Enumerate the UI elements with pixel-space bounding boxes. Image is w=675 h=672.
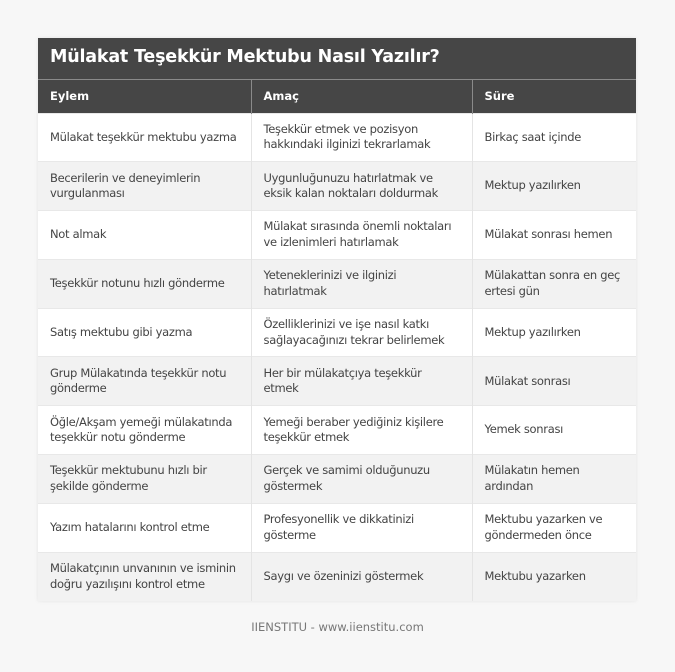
cell-amac: Teşekkür etmek ve pozisyon hakkındaki ilginizi tekrarlamak: [251, 113, 472, 162]
cell-eylem: Satış mektubu gibi yazma: [38, 308, 251, 357]
footer-credit: IIENSTITU - www.iienstitu.com: [251, 620, 424, 634]
cell-amac: Yeteneklerinizi ve ilginizi hatırlatmak: [251, 259, 472, 308]
cell-eylem: Teşekkür notunu hızlı gönderme: [38, 259, 251, 308]
table-row: [38, 552, 636, 601]
table-title: Mülakat Teşekkür Mektubu Nasıl Yazılır?: [38, 38, 636, 80]
cell-sure: Mülakattan sonra en geç ertesi gün: [472, 259, 636, 308]
cell-eylem: Becerilerin ve deneyimlerin vurgulanması: [38, 162, 251, 211]
table-row: [38, 357, 636, 406]
cell-sure: Mektup yazılırken: [472, 162, 636, 211]
header-row: [38, 80, 636, 113]
cell-amac: Uygunluğunuzu hatırlatmak ve eksik kalan noktaları doldurmak: [251, 162, 472, 211]
table-row: [38, 455, 636, 504]
cell-amac: Profesyonellik ve dikkatinizi gösterme: [251, 503, 472, 552]
table-row: [38, 503, 636, 552]
cell-eylem: Yazım hatalarını kontrol etme: [38, 503, 251, 552]
table-row: [38, 259, 636, 308]
table-row: [38, 162, 636, 211]
cell-eylem: Öğle/Akşam yemeği mülakatında teşekkür notu gönderme: [38, 406, 251, 455]
table-row: [38, 211, 636, 260]
cell-sure: Mektubu yazarken ve göndermeden önce: [472, 503, 636, 552]
table-row: [38, 308, 636, 357]
cell-eylem: Not almak: [38, 211, 251, 260]
column-header-sure: Süre: [472, 80, 636, 113]
cell-sure: Mektubu yazarken: [472, 552, 636, 601]
cell-sure: Mülakat sonrası hemen: [472, 211, 636, 260]
cell-amac: Mülakat sırasında önemli noktaları ve izlenimleri hatırlamak: [251, 211, 472, 260]
cell-eylem: Grup Mülakatında teşekkür notu gönderme: [38, 357, 251, 406]
cell-sure: Mülakatın hemen ardından: [472, 455, 636, 504]
cell-sure: Mektup yazılırken: [472, 308, 636, 357]
table-row: [38, 406, 636, 455]
data-table: [38, 80, 636, 601]
cell-amac: Özelliklerinizi ve işe nasıl katkı sağlayacağınızı tekrar belirlemek: [251, 308, 472, 357]
cell-eylem: Teşekkür mektubunu hızlı bir şekilde gönderme: [38, 455, 251, 504]
cell-sure: Birkaç saat içinde: [472, 113, 636, 162]
cell-amac: Gerçek ve samimi olduğunuzu göstermek: [251, 455, 472, 504]
column-header-amac: Amaç: [251, 80, 472, 113]
cell-amac: Saygı ve özeninizi göstermek: [251, 552, 472, 601]
table-row: [38, 113, 636, 162]
cell-amac: Yemeği beraber yediğiniz kişilere teşekkür etmek: [251, 406, 472, 455]
cell-amac: Her bir mülakatçıya teşekkür etmek: [251, 357, 472, 406]
cell-sure: Yemek sonrası: [472, 406, 636, 455]
table-card: [38, 38, 636, 601]
cell-eylem: Mülakat teşekkür mektubu yazma: [38, 113, 251, 162]
cell-eylem: Mülakatçının unvanının ve isminin doğru yazılışını kontrol etme: [38, 552, 251, 601]
cell-sure: Mülakat sonrası: [472, 357, 636, 406]
column-header-eylem: Eylem: [38, 80, 251, 113]
